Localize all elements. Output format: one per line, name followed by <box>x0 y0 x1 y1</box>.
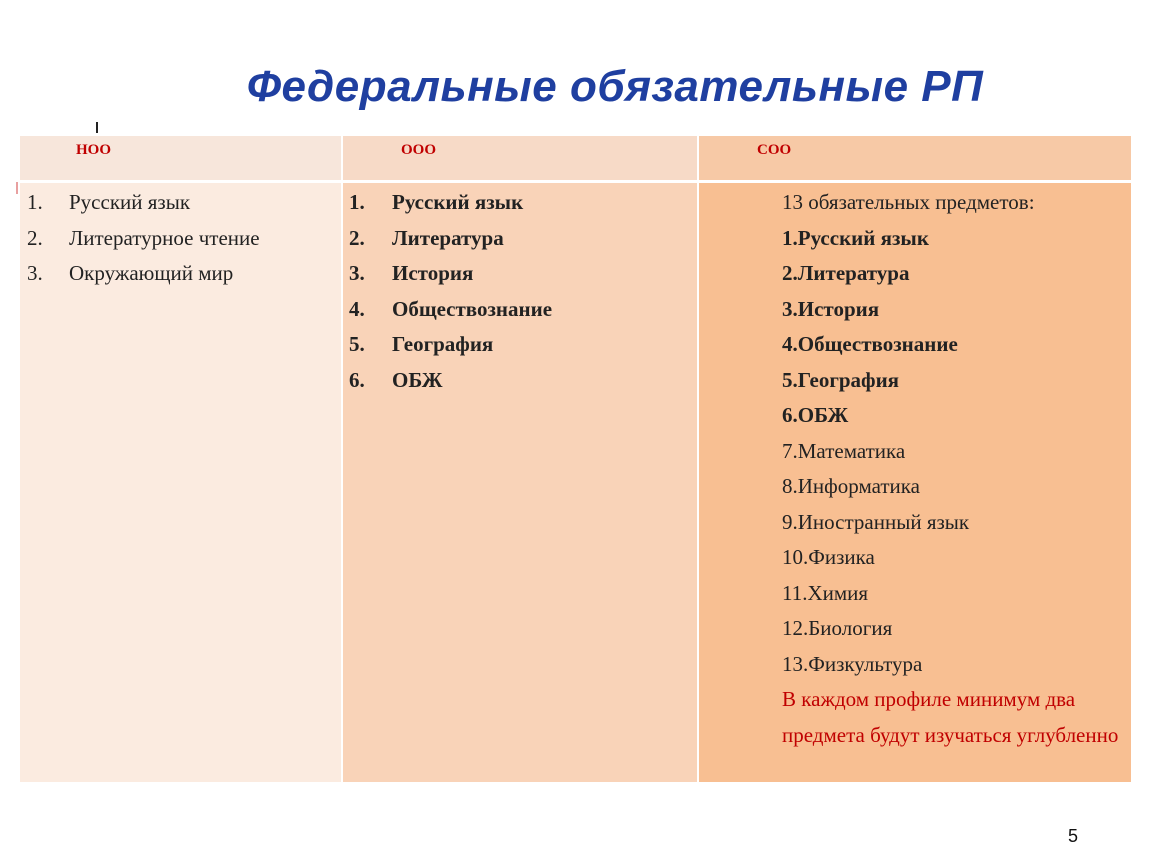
item-label: Русский язык <box>392 190 524 214</box>
page-number: 5 <box>1068 826 1079 846</box>
header-ooo <box>343 136 697 180</box>
slide-title: Федеральные обязательные РП <box>246 62 984 111</box>
list-item: 9.Иностранный язык <box>782 509 970 534</box>
item-label: Русский язык <box>69 190 191 214</box>
subjects-table <box>20 136 1131 782</box>
list-item: 6.ОБЖ <box>782 403 849 427</box>
list-item: 4.Обществознание <box>782 332 958 356</box>
header-noo-label: НОО <box>76 142 112 158</box>
tick-mark <box>96 122 98 133</box>
item-number: 3. <box>27 261 43 285</box>
ooo-list <box>343 183 697 398</box>
list-item: 1.Русский язык <box>782 225 929 250</box>
list-item: 7.Математика <box>782 438 906 463</box>
item-label: Литературное чтение <box>69 225 260 250</box>
list-item <box>20 256 341 292</box>
list-item: 13.Физкультура <box>782 651 923 676</box>
list-item: 8.Информатика <box>782 474 920 498</box>
soo-list <box>699 183 1131 682</box>
item-number: 4. <box>349 296 365 321</box>
item-number: 1. <box>349 190 365 214</box>
list-item: 5.География <box>782 367 900 392</box>
list-item: 11.Химия <box>782 580 869 605</box>
list-item <box>343 221 697 257</box>
list-item: 10.Физика <box>782 545 875 569</box>
list-item: 2.Литература <box>782 261 910 285</box>
item-number: 5. <box>349 332 365 356</box>
item-label: Окружающий мир <box>69 261 234 285</box>
header-soo-label: СОО <box>757 142 792 158</box>
item-number: 1. <box>27 190 43 214</box>
header-soo <box>699 136 1131 180</box>
list-item <box>343 363 697 399</box>
item-label: Обществознание <box>392 296 553 321</box>
soo-intro: 13 обязательных предметов: <box>782 190 1035 214</box>
item-number: 2. <box>349 225 365 250</box>
item-number: 6. <box>349 367 365 392</box>
header-noo <box>20 136 341 180</box>
item-number: 2. <box>27 225 43 250</box>
column-noo <box>20 183 341 782</box>
list-item <box>343 256 697 292</box>
list-item <box>343 292 697 328</box>
item-number: 3. <box>349 261 365 285</box>
column-soo <box>699 183 1131 782</box>
item-label: География <box>392 332 494 356</box>
list-item <box>343 327 697 363</box>
list-item: 12.Биология <box>782 616 893 640</box>
header-ooo-label: ООО <box>401 142 437 158</box>
soo-note: В каждом профиле минимум два предмета будут изучаться углубленно <box>782 687 1119 747</box>
row-marker <box>16 182 18 194</box>
item-label: ОБЖ <box>392 367 443 392</box>
item-label: Литература <box>392 225 504 250</box>
column-ooo <box>343 183 697 782</box>
item-label: История <box>392 261 474 285</box>
list-item <box>20 185 341 221</box>
noo-list <box>20 183 341 292</box>
list-item <box>343 185 697 221</box>
list-item <box>20 221 341 257</box>
list-item: 3.История <box>782 296 880 321</box>
